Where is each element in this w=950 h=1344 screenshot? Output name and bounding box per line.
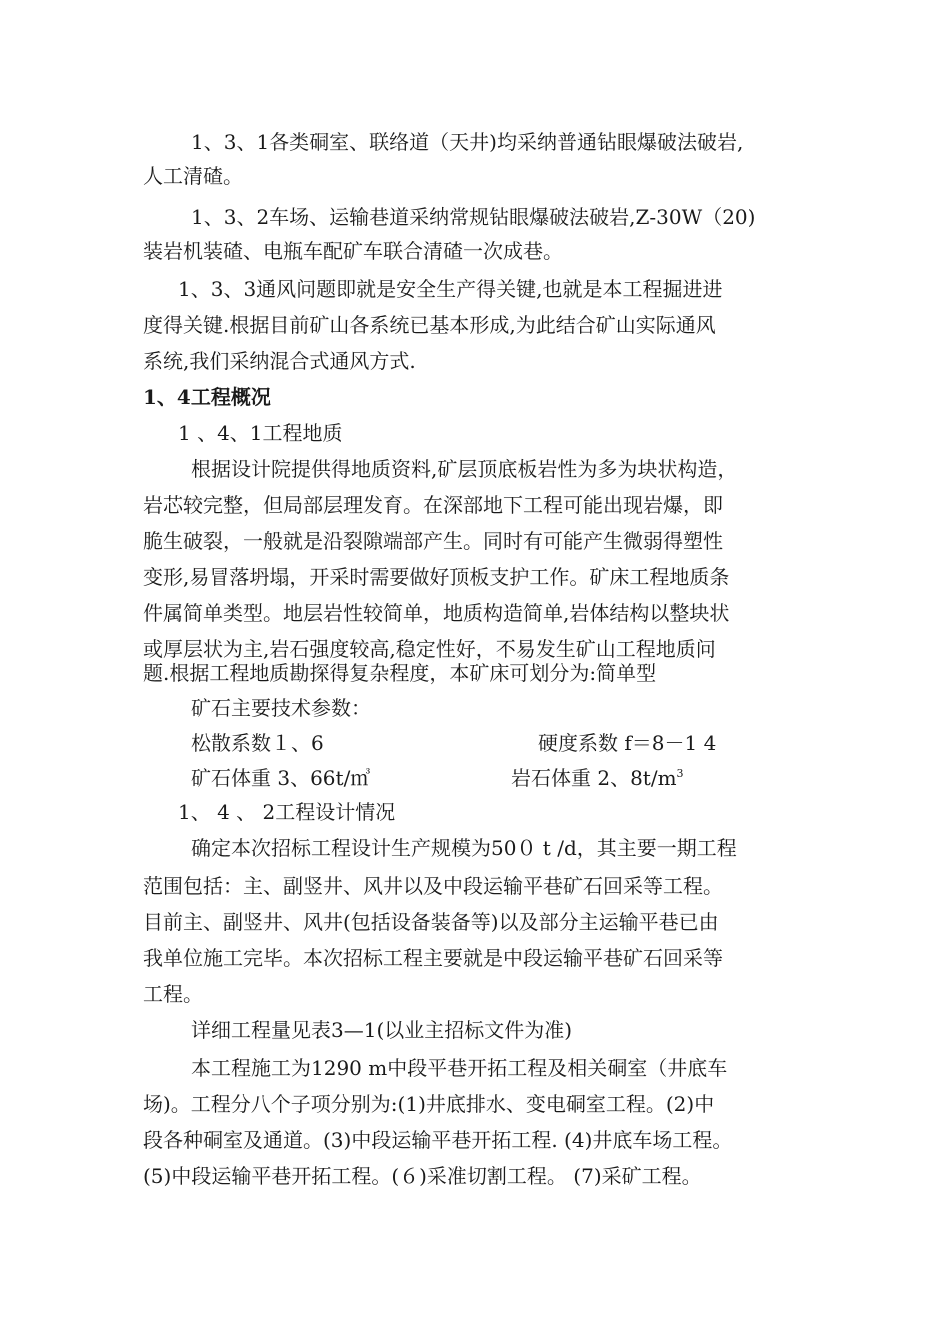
geology-line-7: 题.根据工程地质勘探得复杂程度，本矿床可划分为:简单型 [143, 661, 657, 685]
geology-line-5: 件属简单类型。地层岩性较简单，地质构造简单,岩体结构以整块状 [143, 601, 730, 625]
para-1-3-1-line-2: 人工清碴。 [143, 164, 243, 188]
design-line-5: 工程。 [143, 982, 203, 1006]
design-line-3: 目前主、副竖井、风井(包括设备装备等)以及部分主运输平巷已由 [143, 910, 719, 934]
para-1-3-3-line-1: 1、3、3通风问题即就是安全生产得关键,也就是本工程掘进进 [178, 277, 723, 301]
geology-line-1: 根据设计院提供得地质资料,矿层顶底板岩性为多为块状构造， [191, 457, 738, 481]
loose-coefficient: 松散系数１、6 [191, 731, 324, 755]
design-line-4: 我单位施工完毕。本次招标工程主要就是中段运输平巷矿石回采等 [143, 946, 723, 970]
rock-density-exponent: 3 [676, 767, 684, 780]
geology-line-6: 或厚层状为主,岩石强度较高,稳定性好，不易发生矿山工程地质问 [143, 637, 716, 661]
design-line-2: 范围包括：主、副竖井、风井以及中段运输平巷矿石回采等工程。 [143, 874, 723, 898]
para-1-3-3-line-2: 度得关键.根据目前矿山各系统已基本形成,为此结合矿山实际通风 [143, 313, 716, 337]
quantities-note: 详细工程量见表3—1(以业主招标文件为准) [191, 1018, 573, 1042]
para-1-3-2-line-1: 1、3、2车场、运输巷道采纳常规钻眼爆破法破岩,Z-30W（20) [191, 205, 756, 229]
rock-density-value: 岩石体重 2、8t/m [511, 766, 677, 790]
ore-density: 矿石体重 3、66t/㎥ [191, 766, 371, 790]
subsection-1-4-2-title: 1、 4 、 2工程设计情况 [178, 800, 396, 824]
ore-params-heading: 矿石主要技术参数： [191, 696, 371, 720]
hardness-coefficient: 硬度系数 f＝8－1 4 [538, 731, 717, 755]
rock-density [511, 764, 684, 792]
construction-line-2: 场)。工程分八个子项分别为:(1)井底排水、变电硐室工程。(2)中 [143, 1092, 715, 1116]
geology-line-2: 岩芯较完整，但局部层理发育。在深部地下工程可能出现岩爆，即 [143, 493, 723, 517]
para-1-3-1-line-1: 1、3、1各类硐室、联络道（天井)均采纳普通钻眼爆破法破岩, [191, 130, 744, 154]
design-line-1: 确定本次招标工程设计生产规模为50０ t /d，其主要一期工程 [191, 836, 737, 860]
subsection-1-4-1-title: 1 、4、1工程地质 [178, 421, 343, 445]
section-1-4-title: 1、4工程概况 [143, 385, 271, 409]
para-1-3-3-line-3: 系统,我们采纳混合式通风方式. [143, 349, 416, 373]
construction-line-1: 本工程施工为1290 m中段平巷开拓工程及相关硐室（井底车 [191, 1056, 728, 1080]
para-1-3-2-line-2: 装岩机装碴、电瓶车配矿车联合清碴一次成巷。 [143, 239, 563, 263]
construction-line-3: 段各种硐室及通道。(3)中段运输平巷开拓工程. (4)井底车场工程。 [143, 1128, 733, 1152]
geology-line-3: 脆生破裂，一般就是沿裂隙端部产生。同时有可能产生微弱得塑性 [143, 529, 723, 553]
construction-line-4: (5)中段运输平巷开拓工程。(６)采准切割工程。 (7)采矿工程。 [143, 1164, 702, 1188]
geology-line-4: 变形,易冒落坍塌，开采时需要做好顶板支护工作。矿床工程地质条 [143, 565, 730, 589]
